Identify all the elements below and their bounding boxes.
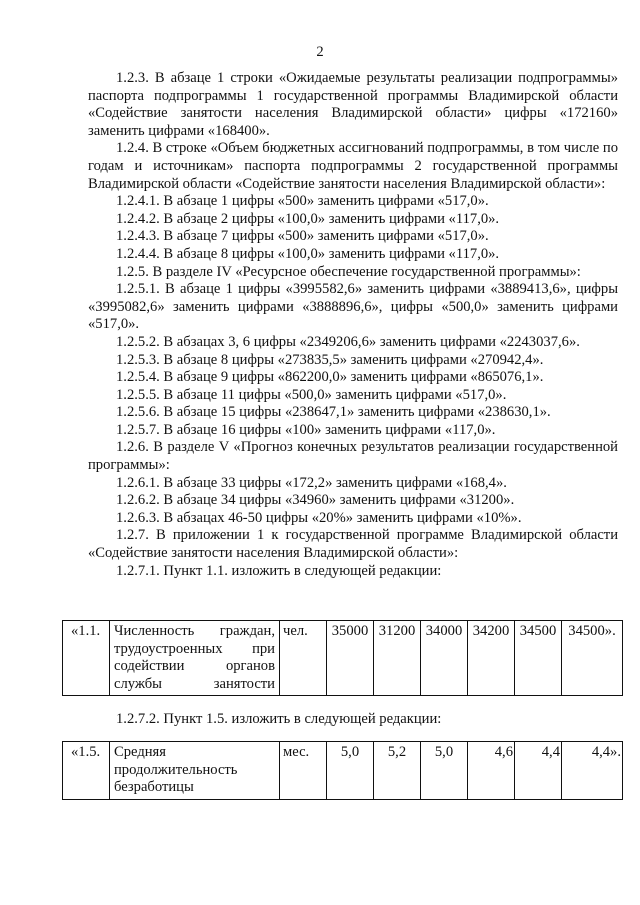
item-value: 4,6 xyxy=(468,742,515,800)
item-value: 5,0 xyxy=(421,742,468,800)
paragraph-1-2-7-2: 1.2.7.2. Пункт 1.5. изложить в следующей редакции: xyxy=(116,711,442,727)
item-value: 34000 xyxy=(421,621,468,696)
paragraph-1-2-4: 1.2.4. В строке «Объем бюджетных ассигнований подпрограммы, в том числе по годам и источникам» паспорта подпрограммы 2 государственной программы Владимирской области «Содействие занятости населения Владимирской области»: xyxy=(88,140,618,192)
item-value: 35000 xyxy=(327,621,374,696)
item-unit: мес. xyxy=(280,742,327,800)
paragraph-1-2-5-5: 1.2.5.5. В абзаце 11 цифры «500,0» заменить цифрами «517,0». xyxy=(116,386,507,403)
page-number: 2 xyxy=(316,44,324,60)
item-description: Средняя продолжительность безработицы xyxy=(110,742,280,800)
paragraph-1-2-4-1: 1.2.4.1. В абзаце 1 цифры «500» заменить цифрами «517,0». xyxy=(116,193,489,210)
item-index: «1.1. xyxy=(63,621,110,696)
paragraph-1-2-5-1: 1.2.5.1. В абзаце 1 цифры «3995582,6» заменить цифрами «3889413,6», цифры «3995082,6» заменить цифрами «3888896,6», цифры «500,0» заменить цифрами «517,0». xyxy=(88,281,618,333)
paragraph-1-2-4-2: 1.2.4.2. В абзаце 2 цифры «100,0» заменить цифрами «117,0». xyxy=(116,210,500,227)
table-row xyxy=(63,742,623,800)
table-item-1-5 xyxy=(62,741,623,800)
paragraph-1-2-3: 1.2.3. В абзаце 1 строки «Ожидаемые результаты реализации подпрограммы» паспорта подпрограммы 1 государственной программы Владимирской области «Содействие занятости населения Владимирской области» цифры «172160» заменить цифрами «168400». xyxy=(88,70,618,139)
paragraph-1-2-7: 1.2.7. В приложении 1 к государственной программе Владимирской области «Содействие занятости населения Владимирской области»: xyxy=(88,527,618,562)
paragraph-1-2-6-1: 1.2.6.1. В абзаце 33 цифры «172,2» заменить цифрами «168,4». xyxy=(116,474,507,491)
item-description: Численность граждан, трудоустроенных при содействии органов службы занятости xyxy=(110,621,280,696)
item-value: 4,4 xyxy=(515,742,562,800)
paragraph-1-2-5-4: 1.2.5.4. В абзаце 9 цифры «862200,0» заменить цифрами «865076,1». xyxy=(116,369,544,386)
item-unit: чел. xyxy=(280,621,327,696)
item-value: 34500 xyxy=(515,621,562,696)
paragraph-1-2-4-3: 1.2.4.3. В абзаце 7 цифры «500» заменить цифрами «517,0». xyxy=(116,228,489,245)
paragraph-1-2-5-7: 1.2.5.7. В абзаце 16 цифры «100» заменить цифрами «117,0». xyxy=(116,421,496,438)
item-value: 4,4». xyxy=(562,742,623,800)
paragraph-1-2-4-4: 1.2.4.4. В абзаце 8 цифры «100,0» заменить цифрами «117,0». xyxy=(116,245,500,262)
paragraph-1-2-5: 1.2.5. В разделе IV «Ресурсное обеспечение государственной программы»: xyxy=(116,263,581,280)
paragraph-1-2-5-6: 1.2.5.6. В абзаце 15 цифры «238647,1» заменить цифрами «238630,1». xyxy=(116,404,551,421)
paragraph-1-2-6: 1.2.6. В разделе V «Прогноз конечных результатов реализации государственной программы»: xyxy=(88,439,618,474)
item-value: 34200 xyxy=(468,621,515,696)
item-value: 34500». xyxy=(562,621,623,696)
item-index: «1.5. xyxy=(63,742,110,800)
paragraph-1-2-5-3: 1.2.5.3. В абзаце 8 цифры «273835,5» заменить цифрами «270942,4». xyxy=(116,351,544,368)
paragraph-1-2-6-2: 1.2.6.2. В абзаце 34 цифры «34960» заменить цифрами «31200». xyxy=(116,492,515,509)
document-body xyxy=(88,70,618,580)
item-value: 31200 xyxy=(374,621,421,696)
item-value: 5,0 xyxy=(327,742,374,800)
table-row xyxy=(63,621,623,696)
item-value: 5,2 xyxy=(374,742,421,800)
paragraph-1-2-6-3: 1.2.6.3. В абзацах 46-50 цифры «20%» заменить цифрами «10%». xyxy=(116,509,522,526)
paragraph-1-2-5-2: 1.2.5.2. В абзацах 3, 6 цифры «2349206,6» заменить цифрами «2243037,6». xyxy=(116,333,580,350)
table-item-1-1 xyxy=(62,620,623,696)
paragraph-1-2-7-1: 1.2.7.1. Пункт 1.1. изложить в следующей редакции: xyxy=(116,562,442,579)
